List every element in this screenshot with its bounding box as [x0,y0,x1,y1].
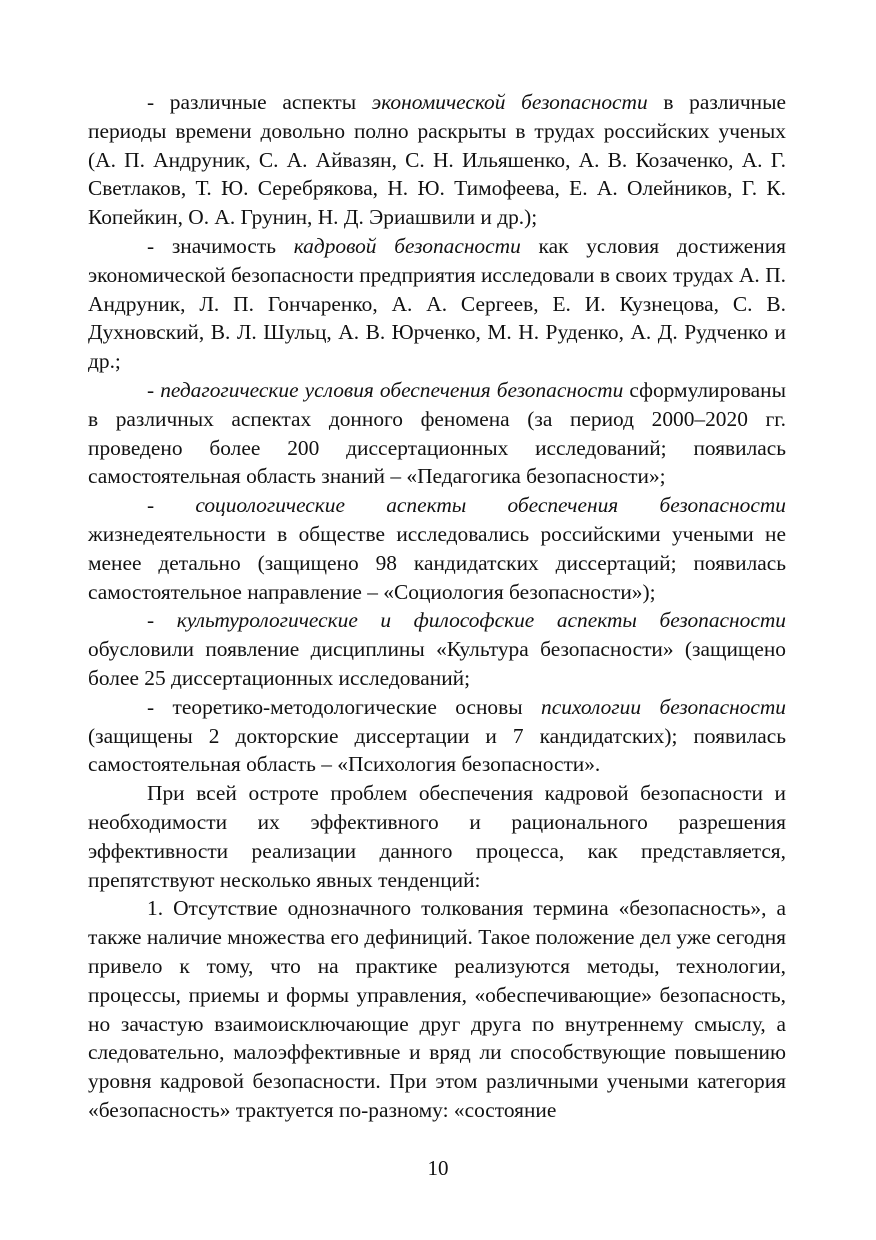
page-number: 10 [427,1156,449,1180]
paragraph-rest: сформулированы в различных аспектах донного феномена (за период 2000–2020 гг. проведено более 200 диссертационных исследований; появилась самостоятельная область знаний – «Педагогика безопасности»; [88,377,786,489]
paragraph-lead: 1. Отсутствие однозначного толкования термина «безопасность», а также наличие множества его дефиниций. Такое положение дел уже сегодня привело к тому, что на практике реализуются методы, технологии, процессы, приемы и формы управления, «обеспечивающие» безопасность, но зачастую взаимоисключающие друг друга по внутреннему смыслу, а следовательно, малоэффективные и вряд ли способствующие повышению уровня кадровой безопасности. При этом различными учеными категория «безопасность» трактуется по-разному: «состояние [88,896,786,1122]
paragraph-lead: - [147,493,196,518]
paragraph-emphasis: кадровой безопасности [293,233,521,258]
paragraph-economic-security [88,88,786,232]
paragraph-lead: При всей остроте проблем обеспечения кадровой безопасности и необходимости их эффективного и рационального разрешения эффективности реализации данного процесса, как представляется, препятствуют несколько явных тенденций: [88,781,786,892]
paragraph-emphasis: психологии безопасности [541,694,787,719]
paragraph-lead: - значимость [147,233,294,258]
paragraph-first-tendency [88,894,786,1124]
paragraph-pedagogical-conditions [88,376,786,491]
page-body [88,88,786,1125]
paragraph-personnel-security [88,232,786,376]
paragraph-rest: жизнедеятельности в обществе исследовались российскими учеными не менее детально (защищено 98 кандидатских диссертаций; появилась самостоятельное направление – «Социология безопасности»); [88,521,786,604]
paragraph-lead: - различные аспекты [147,90,372,114]
paragraph-emphasis: культурологические и философские аспекты безопасности [176,608,786,633]
paragraph-rest: как условия достижения экономической безопасности предприятия исследовали в своих трудах А. П. Андруник, Л. П. Гончаренко, А. А. Сергеев, Е. И. Кузнецова, С. В. Духновский, В. Л. Шульц, А. В. Юрченко, М. Н. Руденко, А. Д. Рудченко и др.; [88,233,787,374]
paragraph-lead: - [147,377,161,402]
paragraph-rest: (защищены 2 докторские диссертации и 7 кандидатских); появилась самостоятельная область – «Психология безопасности». [88,723,786,777]
paragraph-lead: - теоретико-методологические основы [147,694,542,719]
paragraph-rest: в различные периоды времени довольно полно раскрыты в трудах российских ученых (А. П. Андруник, С. А. Айвазян, С. Н. Ильяшенко, А. В. Козаченко, А. Г. Светлаков, Т. Ю. Серебрякова, Н. Ю. Тимофеева, Е. А. Олейников, Г. К. Копейкин, О. А. Грунин, Н. Д. Эриашвили и др.); [88,90,786,230]
paragraph-rest: обусловили появление дисциплины «Культура безопасности» (защищено более 25 диссертационных исследований; [88,637,786,690]
paragraph-obstacles-intro [88,779,786,894]
paragraph-psychology-of-security [88,693,786,779]
paragraph-lead: - [147,608,177,633]
paragraph-sociological-aspects [88,491,786,606]
paragraph-emphasis: экономической безопасности [371,90,648,114]
paragraph-emphasis: педагогические условия обеспечения безопасности [160,377,624,402]
paragraph-emphasis: социологические аспекты обеспечения безопасности [195,493,786,518]
paragraph-cultural-aspects [88,606,786,692]
